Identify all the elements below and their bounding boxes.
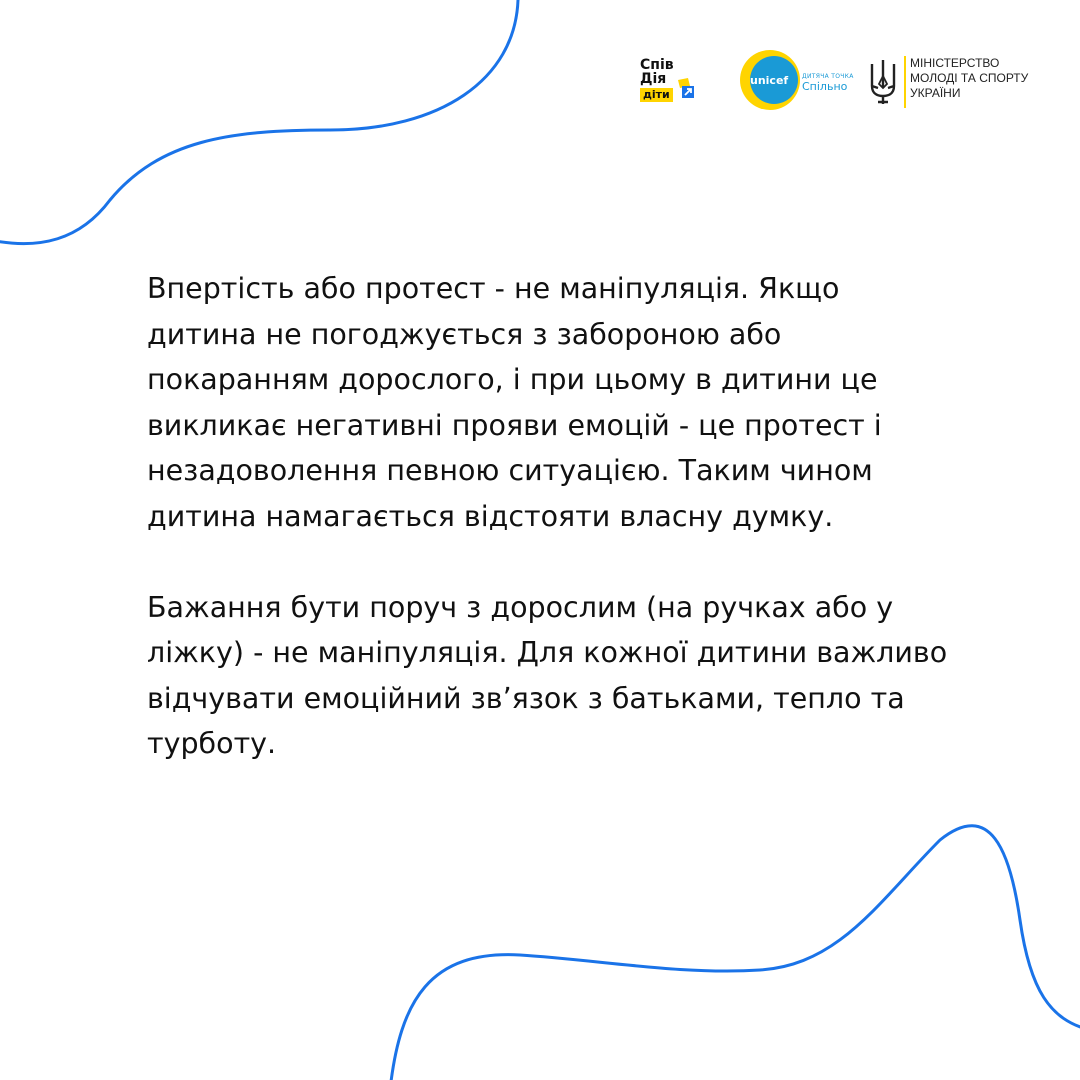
main-text <box>147 266 957 812</box>
ministry-line-3: УКРАЇНИ <box>910 86 961 100</box>
unicef-name: unicef <box>750 74 789 87</box>
spivdiia-line3: діти <box>640 88 673 102</box>
unicef-program: Спільно <box>802 80 848 93</box>
partner-logos <box>636 48 1056 112</box>
spivdiia-logo <box>636 56 706 112</box>
ministry-name <box>910 56 1028 101</box>
trident-icon <box>868 58 898 106</box>
top-left-curve <box>0 0 518 244</box>
ministry-line-1: МІНІСТЕРСТВО <box>910 56 1000 70</box>
paragraph-2: Бажання бути поруч з дорослим (на ручках або у ліжку) - не маніпуляція. Для кожної дитини важливо відчувати емоційний звʼязок з батьками, тепло та турботу. <box>147 590 948 761</box>
unicef-tagline: ДИТЯЧА ТОЧКА <box>802 73 854 80</box>
ministry-divider <box>904 56 906 108</box>
spivdiia-line2: Дія <box>640 71 667 87</box>
arrow-tile-icon <box>676 78 696 98</box>
bottom-right-curve <box>390 826 1080 1080</box>
spivdiia-line1: Спів <box>640 57 674 73</box>
unicef-logo <box>738 48 858 112</box>
ministry-logo <box>868 54 1058 110</box>
ministry-line-2: МОЛОДІ ТА СПОРТУ <box>910 71 1029 85</box>
paragraph-1: Впертість або протест - не маніпуляція. Якщо дитина не погоджується з забороною або покаранням дорослого, і при цьому в дитини це викликає негативні прояви емоцій - це протест і незадоволення певною ситуацією. Таким чином дитина намагається відстояти власну думку. <box>147 272 882 533</box>
